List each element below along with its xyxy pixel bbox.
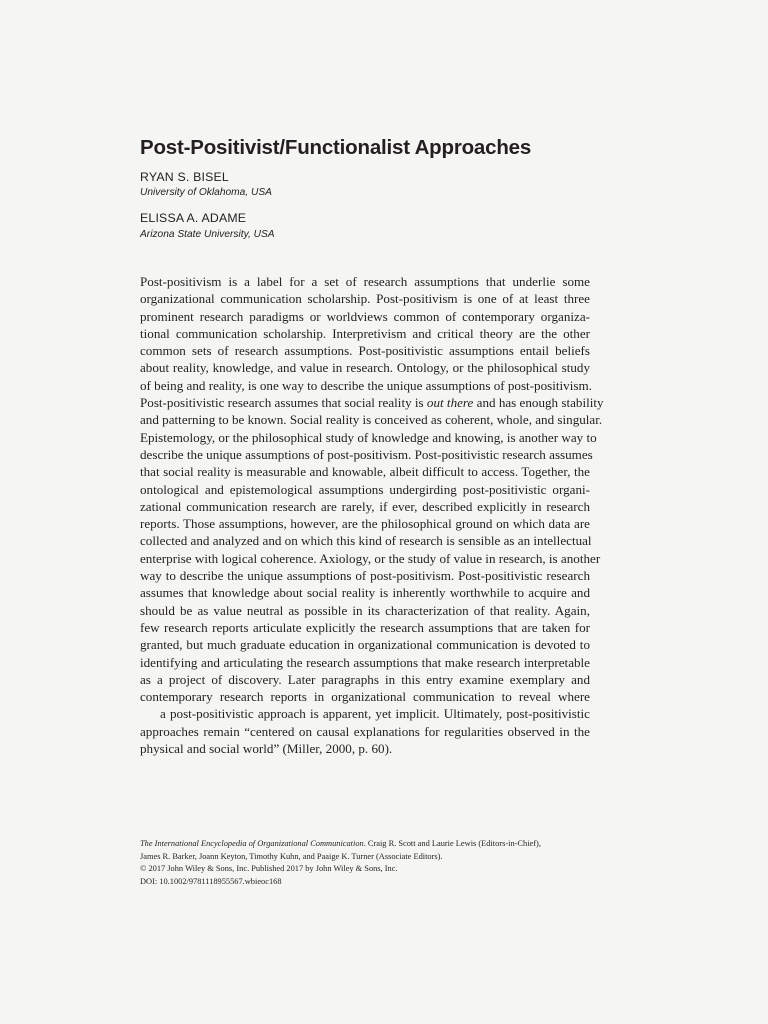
body-line: about reality, knowledge, and value in research. Ontology, or the philosophical study <box>140 360 590 376</box>
author-name-2: ELISSA A. ADAME <box>140 211 247 225</box>
body-line: ontological and epistemological assumptions undergirding post-positivistic organi- <box>140 481 590 497</box>
body-line <box>140 394 604 411</box>
body-line: approaches remain “centered on causal explanations for regularities observed in the <box>140 723 590 739</box>
body-line: zational communication research are rarely, if ever, described explicitly in research <box>140 498 590 514</box>
body-line: a post-positivistic approach is apparent, yet implicit. Ultimately, post-positivistic <box>160 706 590 722</box>
body-line: organizational communication scholarship. Post-positivism is one of at least three <box>140 291 590 307</box>
body-line: identifying and articulating the research assumptions that make research interpretable <box>140 654 590 670</box>
body-line: reports. Those assumptions, however, are the philosophical ground on which data are <box>140 516 590 532</box>
author-name-1: RYAN S. BISEL <box>140 170 229 184</box>
body-line: describe the unique assumptions of post-positivism. Post-positivistic research assumes <box>140 446 593 462</box>
body-line: that social reality is measurable and knowable, albeit difficult to access. Together, the <box>140 464 590 480</box>
body-line: collected and analyzed and on which this kind of research is sensible as an intellectual <box>140 533 592 549</box>
footer-copyright: © 2017 John Wiley & Sons, Inc. Published 2017 by John Wiley & Sons, Inc. <box>140 864 398 874</box>
body-line: Epistemology, or the philosophical study of knowledge and knowing, is another way to <box>140 429 597 445</box>
body-line: of being and reality, is one way to describe the unique assumptions of post-positivism. <box>140 377 592 393</box>
footer-associate-editors: James R. Barker, Joann Keyton, Timothy Kuhn, and Paaige K. Turner (Associate Editors). <box>140 851 443 861</box>
body-line: tional communication scholarship. Interpretivism and critical theory are the other <box>140 325 590 341</box>
emphasis-out-there: out there <box>426 395 474 411</box>
body-line: common sets of research assumptions. Post-positivistic assumptions entail beliefs <box>140 343 590 359</box>
body-line: Post-positivism is a label for a set of research assumptions that underlie some <box>140 274 590 289</box>
footer-line <box>140 838 600 851</box>
body-line: granted, but much graduate education in organizational communication is devoted to <box>140 637 590 653</box>
body-line: should be as value neutral as possible in its characterization of that reality. Again, <box>140 602 590 618</box>
body-line: physical and social world” (Miller, 2000, p. 60). <box>140 741 393 757</box>
publication-footer <box>140 838 600 888</box>
page-title: Post-Positivist/Functionalist Approaches <box>140 136 532 159</box>
footer-doi: DOI: 10.1002/9781118955567.wbieoc168 <box>140 876 282 886</box>
encyclopedia-title: The International Encyclopedia of Organizational Communication <box>140 839 364 848</box>
body-line: and patterning to be known. Social reality is conceived as coherent, whole, and singular. <box>140 412 603 428</box>
body-line: contemporary research reports in organizational communication to reveal where <box>140 689 590 705</box>
body-line: prominent research paradigms or worldviews common of contemporary organiza- <box>140 308 590 324</box>
body-line: assumes that knowledge about social reality is inherently worthwhile to acquire and <box>140 585 590 601</box>
footer-editors-in-chief: . Craig R. Scott and Laurie Lewis (Editors-in-Chief), <box>363 839 541 848</box>
body-line: way to describe the unique assumptions of post-positivism. Post-positivistic research <box>140 568 590 584</box>
body-line: as a project of discovery. Later paragraphs in this entry examine exemplary and <box>140 671 590 687</box>
body-line: few research reports articulate explicitly the research assumptions that are taken for <box>140 619 590 635</box>
body-paragraph <box>140 273 604 757</box>
body-line-part: Post-positivistic research assumes that social reality is <box>140 395 424 411</box>
author-affiliation-1: University of Oklahoma, USA <box>140 187 272 198</box>
body-line-part: and has enough stability <box>476 395 604 411</box>
author-affiliation-2: Arizona State University, USA <box>140 229 275 240</box>
body-line: enterprise with logical coherence. Axiology, or the study of value in research, is another <box>140 550 601 566</box>
